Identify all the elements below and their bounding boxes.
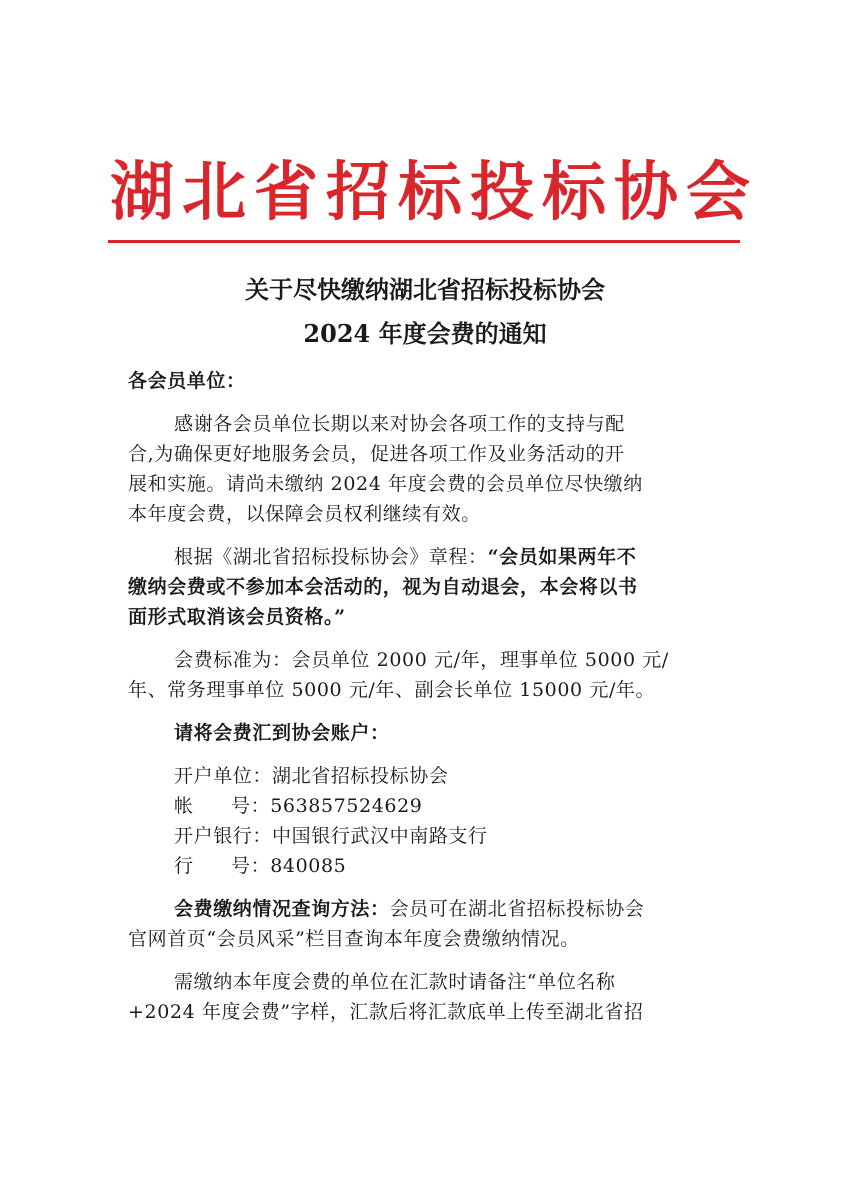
paragraph-line: 官网首页“会员风采”栏目查询本年度会费缴纳情况。 xyxy=(128,928,580,950)
account-unit-label: 开户单位： xyxy=(174,765,273,787)
bank-code-label-b: 号： xyxy=(231,855,271,877)
paragraph-line: 展和实施。请尚未缴纳 2024 年度会费的会员单位尽快缴纳 xyxy=(128,473,643,495)
bank-value: 中国银行武汉中南路支行 xyxy=(272,825,488,847)
charter-reference: 根据《湖北省招标投标协会》章程： xyxy=(174,546,488,568)
query-method-label: 会费缴纳情况查询方法： xyxy=(174,898,390,920)
account-number-label-a: 帐 xyxy=(174,795,232,817)
paragraph-2 xyxy=(128,542,732,632)
paragraph-5 xyxy=(128,894,732,954)
bank-label: 开户银行： xyxy=(174,825,273,847)
paragraph-line: 面形式取消该会员资格。” xyxy=(128,606,346,628)
query-method-text: 会员可在湖北省招标投标协会 xyxy=(389,898,645,920)
paragraph-line: 会费标准为：会员单位 2000 元/年，理事单位 5000 元/ xyxy=(174,649,669,671)
organization-header: 湖北省招标投标协会 xyxy=(110,155,758,230)
paragraph-line: 感谢各会员单位长期以来对协会各项工作的支持与配 xyxy=(174,413,625,435)
title-line-2: 2024 年度会费的通知 xyxy=(303,319,547,348)
account-heading: 请将会费汇到协会账户： xyxy=(174,722,390,744)
paragraph-line: 需缴纳本年度会费的单位在汇款时请备注“单位名称 xyxy=(174,971,616,993)
paragraph-line: 缴纳会费或不参加本会活动的，视为自动退会，本会将以书 xyxy=(128,576,638,598)
document-body xyxy=(128,366,732,1027)
bank-code-row xyxy=(128,851,732,881)
bank-code-label-a: 行 xyxy=(174,855,232,877)
paragraph-6 xyxy=(128,967,732,1027)
paragraph-line xyxy=(128,542,732,572)
salutation: 各会员单位： xyxy=(128,370,246,392)
account-number-label-b: 号： xyxy=(231,795,271,817)
account-details xyxy=(128,761,732,881)
document-title xyxy=(110,268,740,356)
account-unit-value: 湖北省招标投标协会 xyxy=(272,765,449,787)
account-number-row xyxy=(128,791,732,821)
paragraph-line: 合,为确保更好地服务会员，促进各项工作及业务活动的开 xyxy=(128,443,625,465)
bank-code-value: 840085 xyxy=(270,855,347,877)
bank-row xyxy=(128,821,732,851)
paragraph-line: +2024 年度会费”字样，汇款后将汇款底单上传至湖北省招 xyxy=(128,1001,644,1023)
paragraph-1 xyxy=(128,409,732,529)
charter-quote: “会员如果两年不 xyxy=(487,546,637,568)
paragraph-line: 年、常务理事单位 5000 元/年、副会长单位 15000 元/年。 xyxy=(128,679,656,701)
header-divider xyxy=(108,240,740,243)
title-line-1: 关于尽快缴纳湖北省招标投标协会 xyxy=(245,275,605,304)
account-number-value: 563857524629 xyxy=(270,795,423,817)
paragraph-line xyxy=(128,894,732,924)
paragraph-3 xyxy=(128,645,732,705)
account-unit-row xyxy=(128,761,732,791)
paragraph-line: 本年度会费，以保障会员权利继续有效。 xyxy=(128,503,481,525)
